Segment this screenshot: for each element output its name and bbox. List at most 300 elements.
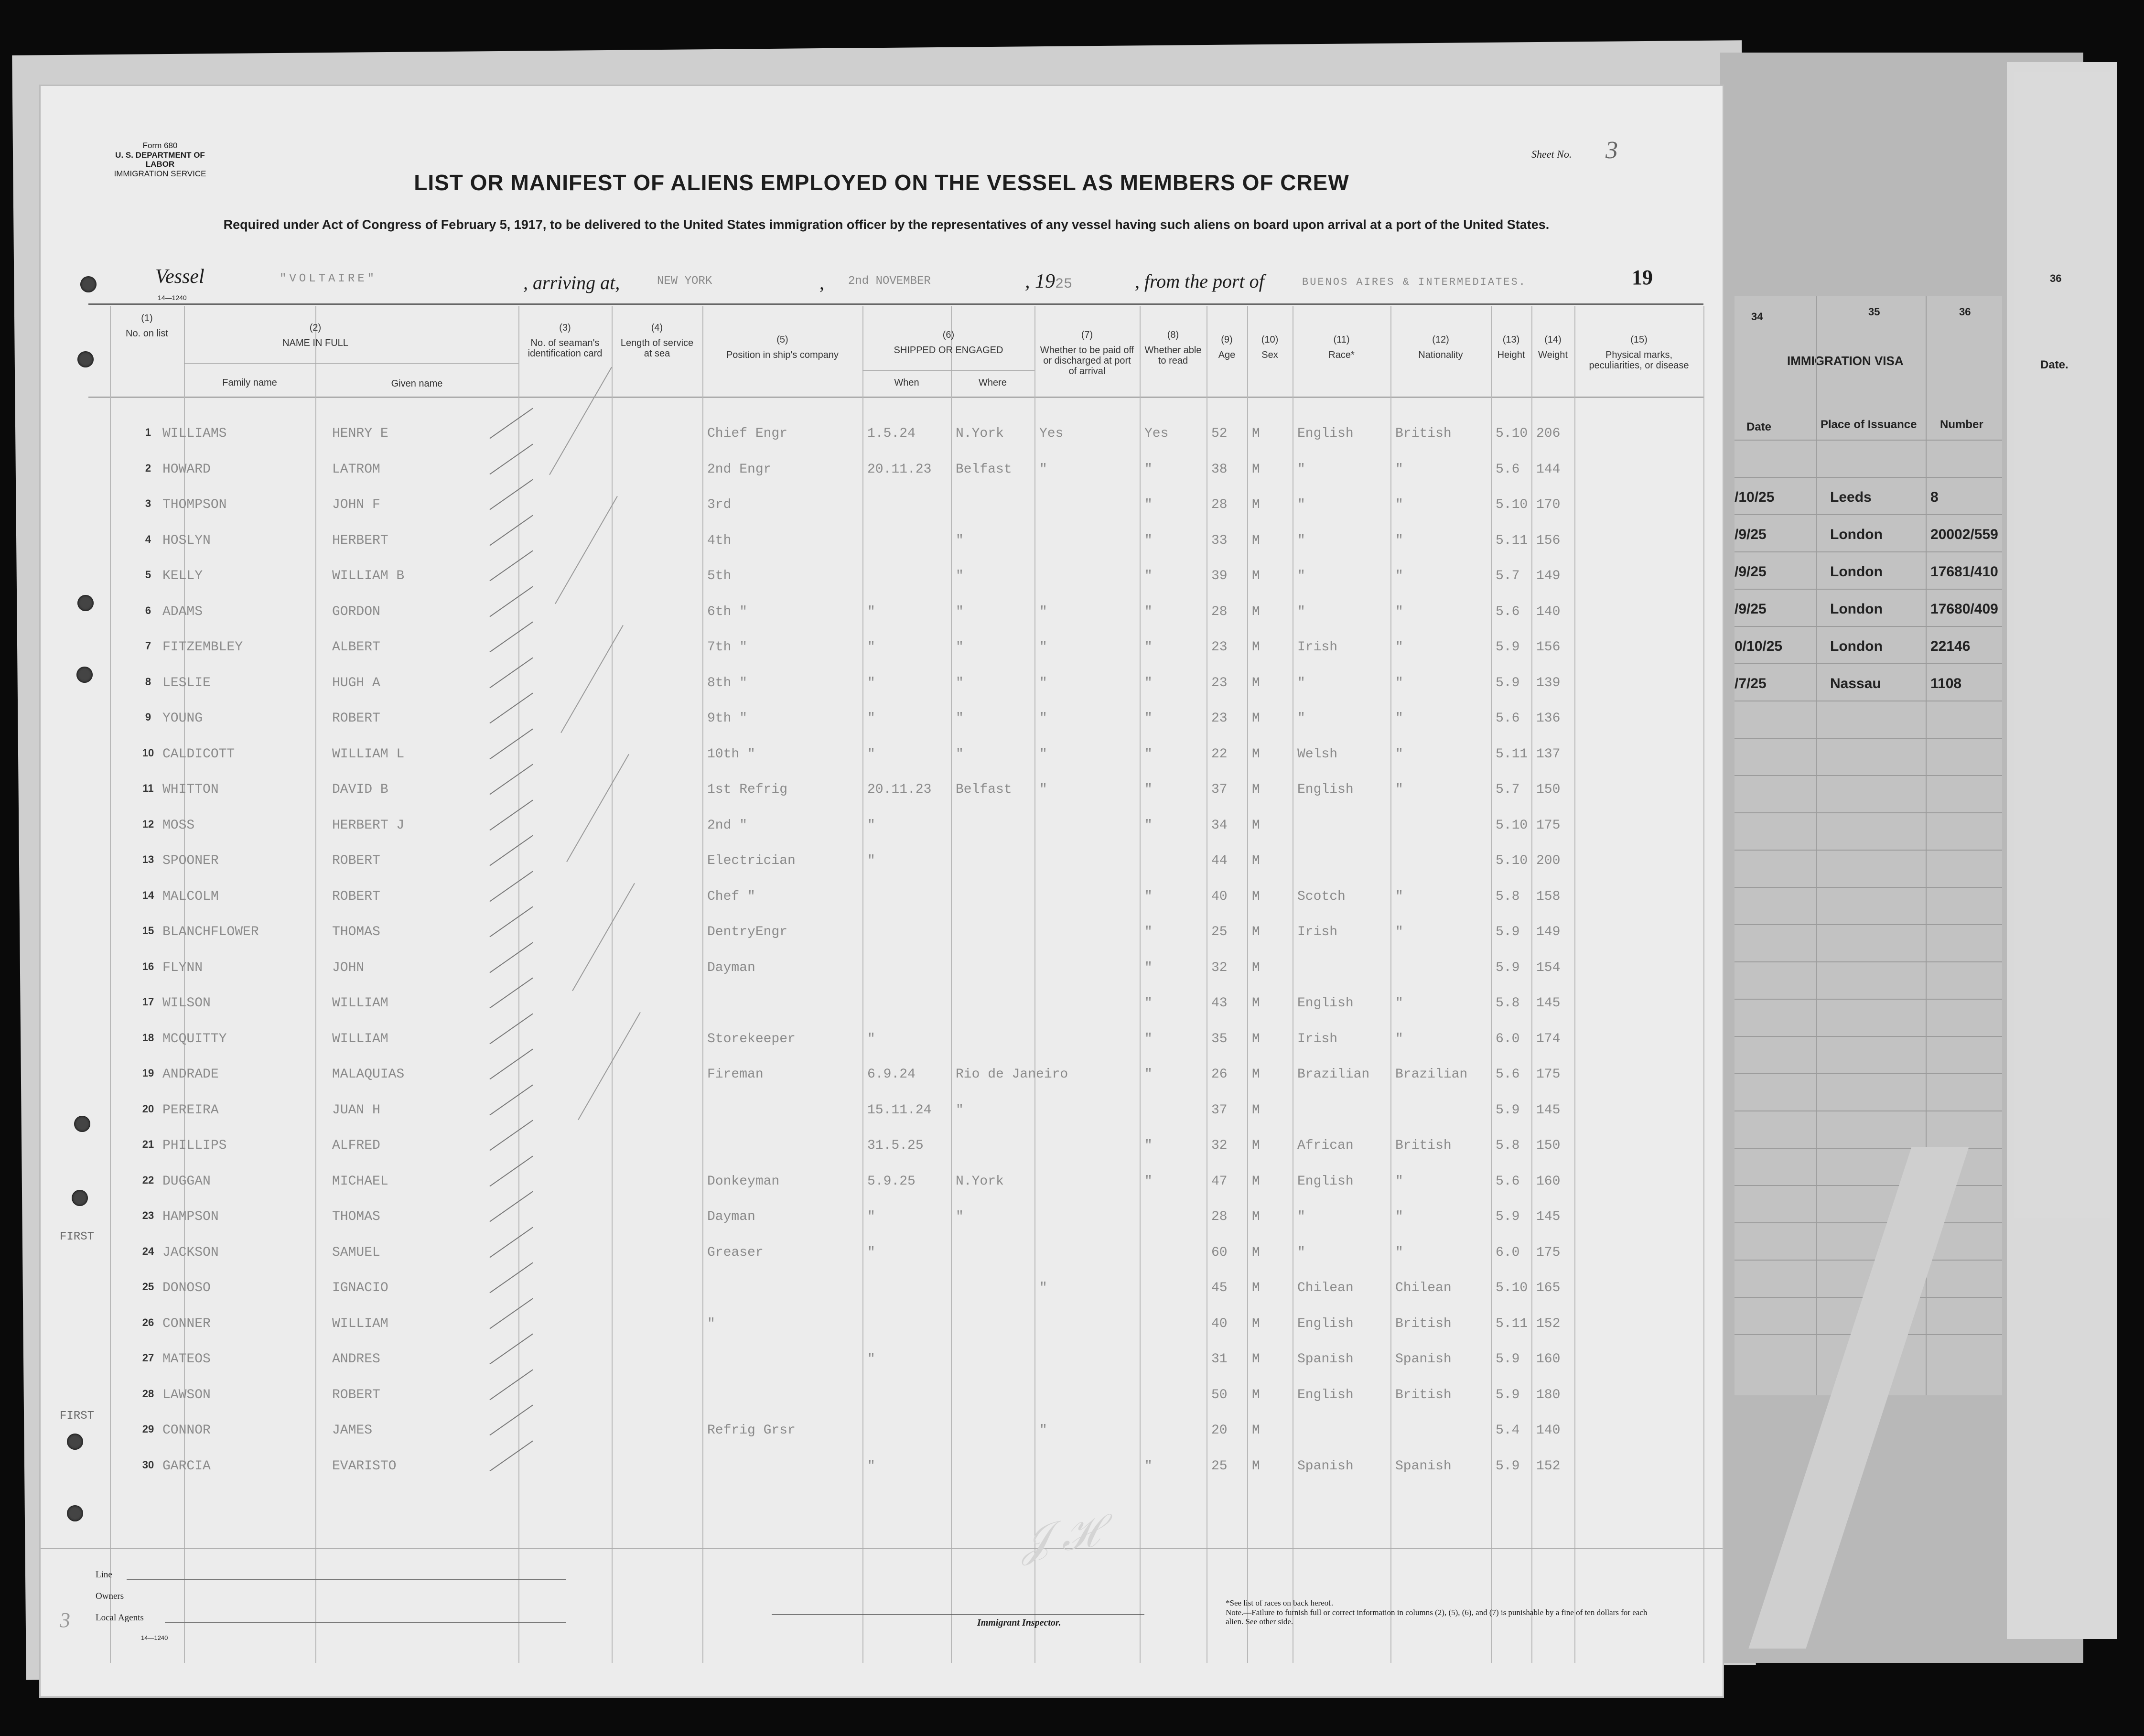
cell-no: 15: [142, 925, 154, 937]
footer-agents-rule: [165, 1622, 566, 1623]
cell-where: ": [956, 533, 964, 548]
cell-sex: M: [1252, 604, 1260, 619]
visa-row: [1735, 775, 2002, 816]
cell-family: DUGGAN: [162, 1174, 211, 1189]
name-divider: [184, 363, 518, 364]
cell-no: 30: [142, 1458, 154, 1471]
table-row: [41, 808, 1723, 843]
arriving-label: , arriving at,: [523, 272, 620, 293]
cell-given: JOHN F: [332, 497, 380, 512]
cell-family: WILSON: [162, 996, 211, 1011]
column-number: (9): [1221, 334, 1233, 345]
cell-nat: ": [1395, 569, 1403, 583]
column-number: (15): [1630, 334, 1648, 345]
cell-given: ROBERT: [332, 1387, 380, 1402]
visa-cell-date: /9/25: [1735, 564, 1767, 580]
cell-position: Dayman: [707, 960, 755, 975]
footer-note-fine: Note.—Failure to furnish full or correct information in columns (2), (5), (6), and (7) is punishable by a fine of ten dollars for each alien. See other side.: [1226, 1607, 1648, 1627]
cell-height: 5.9: [1496, 1102, 1520, 1118]
column-header-paid: Whether to be paid off or discharged at port of arrival: [1040, 345, 1134, 377]
cell-height: 5.6: [1496, 1174, 1520, 1189]
cell-age: 28: [1211, 497, 1228, 512]
cell-weight: 136: [1536, 711, 1561, 726]
column-header-where: Where: [979, 377, 1007, 388]
immigration-visa-panel: [1735, 296, 2002, 1395]
cell-given: SAMUEL: [332, 1245, 380, 1260]
cell-read: ": [1144, 1174, 1153, 1189]
column-number: (12): [1432, 334, 1449, 345]
table-row: [41, 1413, 1723, 1448]
cell-nat: British: [1395, 426, 1452, 441]
cell-given: GORDON: [332, 604, 380, 619]
cell-sex: M: [1252, 960, 1260, 975]
cell-position: 7th ": [707, 640, 748, 655]
cell-race: African: [1297, 1138, 1354, 1153]
comma-separator: ,: [819, 272, 824, 293]
cell-sex: M: [1252, 1031, 1260, 1046]
table-row: [41, 985, 1723, 1021]
cell-height: 5.10: [1496, 426, 1528, 441]
cell-no: 14: [142, 889, 154, 901]
shipped-divider: [862, 370, 1034, 371]
cell-given: THOMAS: [332, 1209, 380, 1224]
punch-hole: [67, 1434, 83, 1450]
cell-given: ROBERT: [332, 711, 380, 726]
visa-cell-date: /9/25: [1735, 527, 1767, 542]
cell-where: ": [956, 711, 964, 726]
cell-family: DONOSO: [162, 1281, 211, 1295]
cell-position: 8th ": [707, 675, 748, 690]
punch-hole: [74, 1116, 90, 1132]
cell-age: 32: [1211, 1138, 1228, 1153]
cell-no: 26: [142, 1316, 154, 1328]
cell-race: Welsh: [1297, 746, 1338, 762]
cell-family: MALCOLM: [162, 889, 219, 904]
cell-no: 4: [145, 533, 151, 545]
visa-row: [1735, 961, 2002, 1003]
cell-race: ": [1297, 497, 1305, 512]
cell-no: 19: [142, 1067, 154, 1079]
cell-family: PEREIRA: [162, 1102, 219, 1118]
cell-weight: 175: [1536, 1067, 1561, 1082]
cell-age: 39: [1211, 569, 1228, 583]
cell-weight: 140: [1536, 604, 1561, 619]
cell-race: ": [1297, 711, 1305, 726]
cell-weight: 160: [1536, 1174, 1561, 1189]
cell-race: Irish: [1297, 925, 1338, 939]
cell-given: WILLIAM: [332, 1316, 388, 1331]
cell-age: 35: [1211, 1031, 1228, 1046]
cell-no: 23: [142, 1209, 154, 1221]
cell-when: ": [867, 853, 875, 868]
footer-note-races: *See list of races on back hereof.: [1226, 1598, 1334, 1607]
table-row: [41, 843, 1723, 878]
cell-read: ": [1144, 889, 1153, 904]
cell-no: 24: [142, 1245, 154, 1257]
footer-code: 14—1240: [141, 1634, 168, 1641]
table-row: [41, 1235, 1723, 1270]
cell-weight: 174: [1536, 1031, 1561, 1046]
cell-race: Brazilian: [1297, 1067, 1370, 1082]
cell-race: English: [1297, 1174, 1354, 1189]
cell-family: HOSLYN: [162, 533, 211, 548]
column-header-when: When: [894, 377, 919, 388]
cell-no: 5: [145, 569, 151, 581]
cell-position: 6th ": [707, 604, 748, 619]
cell-sex: M: [1252, 1174, 1260, 1189]
cell-when: 20.11.23: [867, 782, 932, 797]
cell-age: 52: [1211, 426, 1228, 441]
visa-column-rule: [1816, 296, 1817, 1395]
page-title: LIST OR MANIFEST OF ALIENS EMPLOYED ON THE VESSEL AS MEMBERS OF CREW: [414, 170, 1349, 195]
table-row: [41, 523, 1723, 558]
cell-nat: British: [1395, 1387, 1452, 1402]
cell-no: 12: [142, 818, 154, 830]
cell-family: WHITTON: [162, 782, 219, 797]
visa-title: IMMIGRATION VISA: [1787, 354, 1904, 368]
cell-family: CALDICOTT: [162, 746, 235, 762]
cell-age: 25: [1211, 925, 1228, 939]
cell-read: ": [1144, 996, 1153, 1011]
cell-height: 5.11: [1496, 533, 1528, 548]
inspector-rule: [772, 1614, 1144, 1615]
table-row: [41, 452, 1723, 487]
cell-weight: 175: [1536, 1245, 1561, 1260]
cell-race: ": [1297, 604, 1305, 619]
cell-height: 5.7: [1496, 782, 1520, 797]
column-number: (14): [1544, 334, 1562, 345]
cell-nat: ": [1395, 640, 1403, 655]
visa-row: [1735, 738, 2002, 779]
cell-height: 5.4: [1496, 1423, 1520, 1438]
cell-no: 9: [145, 711, 151, 723]
cell-sex: M: [1252, 1423, 1260, 1438]
cell-nat: ": [1395, 497, 1403, 512]
cell-paid: ": [1039, 782, 1047, 797]
cell-given: WILLIAM B: [332, 569, 405, 583]
cell-family: FITZEMBLEY: [162, 640, 243, 655]
cell-nat: Spanish: [1395, 1458, 1452, 1474]
column-header-no: No. on list: [126, 328, 168, 339]
column-header-position: Position in ship's company: [726, 350, 839, 360]
column-header-length: Length of service at sea: [620, 338, 694, 359]
year-right: 19: [1632, 266, 1653, 289]
column-number: (2): [309, 323, 322, 333]
cell-height: 5.10: [1496, 818, 1528, 833]
column-header-weight: Weight: [1538, 350, 1568, 360]
service-name: IMMIGRATION SERVICE: [114, 169, 206, 178]
cell-no: 25: [142, 1281, 154, 1293]
cell-no: 2: [145, 462, 151, 474]
cell-position: 10th ": [707, 746, 755, 762]
cell-sex: M: [1252, 533, 1260, 548]
cell-sex: M: [1252, 1387, 1260, 1402]
cell-weight: 206: [1536, 426, 1561, 441]
department-name: U. S. DEPARTMENT OF LABOR: [115, 150, 205, 169]
visa-header-place: Place of Issuance: [1821, 418, 1917, 431]
cell-given: EVARISTO: [332, 1458, 397, 1474]
cell-height: 6.0: [1496, 1031, 1520, 1046]
cell-age: 45: [1211, 1281, 1228, 1295]
cell-nat: ": [1395, 533, 1403, 548]
footer-line-label: Line: [96, 1570, 112, 1580]
cell-no: 27: [142, 1352, 154, 1364]
cell-position: Donkeyman: [707, 1174, 780, 1189]
visa-row: [1735, 514, 2002, 555]
cell-nat: ": [1395, 1174, 1403, 1189]
cell-read: ": [1144, 782, 1153, 797]
cell-weight: 200: [1536, 853, 1561, 868]
cell-position: 3rd: [707, 497, 732, 512]
cell-where: Rio de Janeiro: [956, 1067, 1068, 1082]
cell-where: Belfast: [956, 782, 1012, 797]
cell-given: ROBERT: [332, 889, 380, 904]
cell-given: WILLIAM L: [332, 746, 405, 762]
visa-row: [1735, 924, 2002, 965]
table-row: [41, 1128, 1723, 1163]
cell-read: ": [1144, 1067, 1153, 1082]
cell-position: ": [707, 1316, 715, 1331]
cell-family: MCQUITTY: [162, 1031, 227, 1046]
visa-cell-number: 8: [1930, 489, 1939, 505]
table-row: [41, 1164, 1723, 1199]
cell-position: Greaser: [707, 1245, 764, 1260]
year-field: , 1925: [1025, 270, 1073, 292]
cell-paid: ": [1039, 604, 1047, 619]
table-row: [41, 1270, 1723, 1305]
visa-cell-number: 20002/559: [1930, 527, 1998, 542]
print-code: 14—1240: [158, 294, 187, 302]
visa-row: [1735, 663, 2002, 704]
cell-sex: M: [1252, 1281, 1260, 1295]
cell-race: Irish: [1297, 640, 1338, 655]
visa-col-num: 34: [1751, 311, 1763, 323]
cell-sex: M: [1252, 426, 1260, 441]
cell-sex: M: [1252, 818, 1260, 833]
cell-read: ": [1144, 1138, 1153, 1153]
visa-cell-place: London: [1830, 527, 1883, 542]
cell-paid: ": [1039, 711, 1047, 726]
cell-height: 5.9: [1496, 960, 1520, 975]
cell-height: 5.6: [1496, 462, 1520, 477]
cell-when: ": [867, 640, 875, 655]
cell-weight: 150: [1536, 1138, 1561, 1153]
cell-sex: M: [1252, 569, 1260, 583]
cell-family: WILLIAMS: [162, 426, 227, 441]
cell-nat: ": [1395, 746, 1403, 762]
cell-height: 5.9: [1496, 1352, 1520, 1367]
visa-cell-place: London: [1830, 564, 1883, 580]
table-row: [41, 736, 1723, 772]
cell-given: THOMAS: [332, 925, 380, 939]
visa-col-num: 36: [2050, 272, 2062, 284]
cell-age: 47: [1211, 1174, 1228, 1189]
cell-given: MICHAEL: [332, 1174, 388, 1189]
cell-read: ": [1144, 746, 1153, 762]
cell-when: 6.9.24: [867, 1067, 916, 1082]
cell-race: ": [1297, 569, 1305, 583]
cell-family: FLYNN: [162, 960, 203, 975]
table-row: [41, 950, 1723, 985]
cell-no: 20: [142, 1102, 154, 1115]
footer-agents-label: Local Agents: [96, 1613, 144, 1623]
cell-no: 1: [145, 426, 151, 438]
cell-given: HERBERT: [332, 533, 388, 548]
cell-given: ALBERT: [332, 640, 380, 655]
visa-row: [1735, 1073, 2002, 1114]
cell-family: ADAMS: [162, 604, 203, 619]
manifest-sheet: [41, 86, 1723, 1696]
cell-read: Yes: [1144, 426, 1169, 441]
cell-race: English: [1297, 426, 1354, 441]
faint-signature: 𝒥 ℋ: [1017, 1508, 1102, 1566]
punch-hole: [67, 1505, 83, 1521]
cell-weight: 160: [1536, 1352, 1561, 1367]
cell-when: ": [867, 604, 875, 619]
cell-height: 5.11: [1496, 1316, 1528, 1331]
cell-height: 5.8: [1496, 996, 1520, 1011]
visa-cell-number: 22146: [1930, 638, 1971, 654]
cell-when: 20.11.23: [867, 462, 932, 477]
cell-weight: 158: [1536, 889, 1561, 904]
visa-row: [1735, 1111, 2002, 1152]
cell-where: N.York: [956, 1174, 1004, 1189]
cell-race: Spanish: [1297, 1352, 1354, 1367]
cell-paid: ": [1039, 640, 1047, 655]
cell-family: YOUNG: [162, 711, 203, 726]
cell-position: 2nd ": [707, 818, 748, 833]
cell-when: ": [867, 1209, 875, 1224]
cell-no: 6: [145, 604, 151, 616]
footer-owners-label: Owners: [96, 1591, 124, 1601]
cell-where: ": [956, 604, 964, 619]
cell-position: Chef ": [707, 889, 755, 904]
cell-race: Scotch: [1297, 889, 1346, 904]
cell-paid: ": [1039, 1423, 1047, 1438]
cell-given: DAVID B: [332, 782, 388, 797]
cell-family: LESLIE: [162, 675, 211, 690]
visa-row: [1735, 1036, 2002, 1077]
punch-hole: [76, 667, 93, 683]
cell-family: CONNOR: [162, 1423, 211, 1438]
cell-weight: 152: [1536, 1316, 1561, 1331]
cell-age: 22: [1211, 746, 1228, 762]
cell-age: 28: [1211, 604, 1228, 619]
column-header-family: Family name: [222, 377, 277, 388]
visa-col-num: 35: [1868, 306, 1880, 318]
cell-sex: M: [1252, 889, 1260, 904]
cell-where: ": [956, 640, 964, 655]
table-row: [41, 594, 1723, 629]
column-header-race: Race*: [1328, 350, 1355, 360]
table-row: [41, 1306, 1723, 1341]
cell-height: 5.9: [1496, 1387, 1520, 1402]
cell-weight: 137: [1536, 746, 1561, 762]
cell-age: 32: [1211, 960, 1228, 975]
table-row: [41, 1021, 1723, 1057]
cell-position: Refrig Grsr: [707, 1423, 796, 1438]
cell-given: IGNACIO: [332, 1281, 388, 1295]
cell-sex: M: [1252, 1316, 1260, 1331]
visa-row: [1735, 887, 2002, 928]
vessel-label: Vessel: [155, 266, 205, 288]
cell-read: ": [1144, 818, 1153, 833]
cell-no: 17: [142, 996, 154, 1008]
column-number: (5): [776, 334, 788, 345]
cell-given: HERBERT J: [332, 818, 405, 833]
cell-sex: M: [1252, 1245, 1260, 1260]
table-row: [41, 1057, 1723, 1092]
cell-height: 5.10: [1496, 1281, 1528, 1295]
cell-height: 5.6: [1496, 711, 1520, 726]
margin-note: FIRST: [60, 1410, 95, 1423]
punch-hole: [77, 595, 94, 611]
cell-age: 40: [1211, 889, 1228, 904]
cell-position: Electrician: [707, 853, 796, 868]
cell-when: ": [867, 818, 875, 833]
cell-weight: 149: [1536, 925, 1561, 939]
column-header-name: NAME IN FULL: [282, 338, 348, 348]
cell-nat: ": [1395, 889, 1403, 904]
column-number: (11): [1333, 334, 1350, 345]
cell-family: HOWARD: [162, 462, 211, 477]
cell-sex: M: [1252, 996, 1260, 1011]
cell-where: ": [956, 569, 964, 583]
cell-given: JUAN H: [332, 1102, 380, 1118]
cell-sex: M: [1252, 1458, 1260, 1474]
cell-weight: 144: [1536, 462, 1561, 477]
form-number: Form 680: [142, 141, 178, 150]
cell-age: 23: [1211, 711, 1228, 726]
visa-row: [1735, 701, 2002, 742]
cell-paid: Yes: [1039, 426, 1064, 441]
cell-weight: 149: [1536, 569, 1561, 583]
cell-weight: 175: [1536, 818, 1561, 833]
cell-family: PHILLIPS: [162, 1138, 227, 1153]
cell-height: 5.9: [1496, 1458, 1520, 1474]
visa-cell-place: London: [1830, 601, 1883, 617]
column-number: (7): [1081, 330, 1093, 340]
arriving-port: NEW YORK: [657, 275, 712, 288]
cell-sex: M: [1252, 1209, 1260, 1224]
cell-nat: British: [1395, 1316, 1452, 1331]
cell-read: ": [1144, 711, 1153, 726]
visa-cell-number: 17680/409: [1930, 601, 1998, 617]
cell-family: THOMPSON: [162, 497, 227, 512]
cell-position: DentryEngr: [707, 925, 788, 939]
cell-read: ": [1144, 569, 1153, 583]
cell-sex: M: [1252, 746, 1260, 762]
cell-age: 34: [1211, 818, 1228, 833]
column-number: (8): [1167, 330, 1179, 340]
cell-race: ": [1297, 1209, 1305, 1224]
visa-cell-date: /9/25: [1735, 601, 1767, 617]
cell-nat: ": [1395, 782, 1403, 797]
cell-race: ": [1297, 462, 1305, 477]
cell-height: 5.6: [1496, 604, 1520, 619]
cell-weight: 156: [1536, 640, 1561, 655]
cell-weight: 165: [1536, 1281, 1561, 1295]
cell-read: ": [1144, 675, 1153, 690]
cell-family: CONNER: [162, 1316, 211, 1331]
cell-nat: ": [1395, 1031, 1403, 1046]
cell-position: 4th: [707, 533, 732, 548]
cell-when: ": [867, 1458, 875, 1474]
cell-family: ANDRADE: [162, 1067, 219, 1082]
cell-no: 16: [142, 960, 154, 972]
visa-row: [1735, 812, 2002, 853]
cell-position: 5th: [707, 569, 732, 583]
